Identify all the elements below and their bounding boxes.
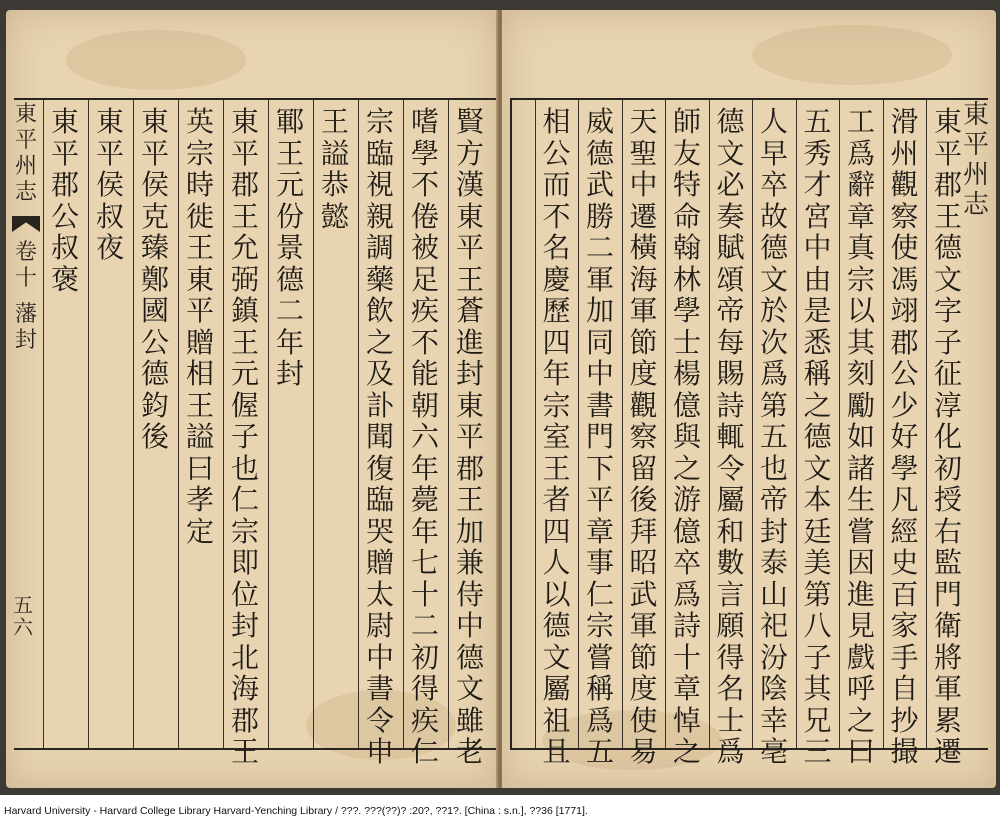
left-page (6, 10, 498, 788)
text-column: 工 爲 辭 章 真 宗 以 其 刻 勵 如 諸 生 嘗 因 進 見 戲 呼 之 曰 (846, 105, 875, 768)
section-marker: 藩 封 (14, 302, 37, 353)
book-margin-strip (12, 102, 40, 364)
column-rule (883, 100, 884, 748)
fishtail-mark (12, 216, 40, 232)
right-page (502, 10, 996, 788)
text-column: 東 平 郡 王 德 文 字 子 征 淳 化 初 授 右 監 門 衛 將 軍 累 遷 (933, 105, 962, 768)
text-column: 東 平 侯 叔 夜 (95, 105, 124, 264)
column-rule (43, 100, 44, 748)
column-rule (178, 100, 179, 748)
text-column: 滑 州 觀 察 使 馮 翊 郡 公 少 好 學 凡 經 史 百 家 手 自 抄 撮 (890, 105, 919, 768)
column-rule (88, 100, 89, 748)
right-page-frame (510, 98, 988, 768)
text-column: 東 平 侯 克 臻 鄭 國 公 德 鈞 後 (140, 105, 169, 453)
library-caption: Harvard University - Harvard College Library Harvard-Yenching Library / ???. ???(??)? :20?, ??1?. [China : s.n.], ??36 [1771]. (4, 805, 588, 817)
text-column: 東 平 郡 公 叔 褒 (50, 105, 79, 296)
column-rule (448, 100, 449, 748)
book-title-vertical: 東 平 州 志 (962, 100, 989, 220)
text-column: 英 宗 時 徙 王 東 平 贈 相 王 謚 曰 孝 定 (185, 105, 214, 548)
text-column: 嗜 學 不 倦 被 足 疾 不 能 朝 六 年 薨 年 七 十 二 初 得 疾 仁 (410, 105, 439, 768)
text-column: 鄆 王 元 份 景 德 二 年 封 (275, 105, 304, 390)
text-column: 東 平 郡 王 允 弼 鎮 王 元 偓 子 也 仁 宗 即 位 封 北 海 郡 王 (230, 105, 259, 768)
text-column: 德 文 必 奏 賦 頌 帝 每 賜 詩 輒 令 屬 和 數 言 願 得 名 士 爲 (716, 105, 745, 768)
text-column: 人 早 卒 故 德 文 於 次 爲 第 五 也 帝 封 泰 山 祀 汾 陰 幸 亳 (759, 105, 788, 768)
column-rule (358, 100, 359, 748)
column-rule (796, 100, 797, 748)
column-rule (535, 100, 536, 748)
column-rule (622, 100, 623, 748)
text-column: 威 德 武 勝 二 軍 加 同 中 書 門 下 平 章 事 仁 宗 嘗 稱 爲 五 (585, 105, 614, 768)
column-rule (133, 100, 134, 748)
folio-number: 五 六 (13, 593, 33, 639)
column-rule (268, 100, 269, 748)
column-rule (313, 100, 314, 748)
margin-book-title: 東 平 州 志 (14, 102, 37, 205)
column-rule (709, 100, 710, 748)
text-column: 宗 臨 視 親 調 藥 飲 之 及 訃 聞 復 臨 哭 贈 太 尉 中 書 令 申 (365, 105, 394, 768)
text-column: 天 聖 中 遷 橫 海 軍 節 度 觀 察 留 後 拜 昭 武 軍 節 度 使 易 (629, 105, 658, 768)
text-column: 五 秀 才 宮 中 由 是 悉 稱 之 德 文 本 廷 美 第 八 子 其 兄 三 (803, 105, 832, 768)
column-rule (752, 100, 753, 748)
left-page-frame (14, 98, 504, 768)
column-rule (578, 100, 579, 748)
text-column: 賢 方 漢 東 平 王 蒼 進 封 東 平 郡 王 加 兼 侍 中 德 文 雖 老 (455, 105, 484, 768)
column-rule (223, 100, 224, 748)
text-column: 師 友 特 命 翰 林 學 士 楊 億 與 之 游 億 卒 爲 詩 十 章 悼 之 (672, 105, 701, 768)
column-rule (926, 100, 927, 748)
volume-marker: 卷 十 (14, 240, 37, 291)
text-column: 王 謚 恭 懿 (320, 105, 349, 233)
text-column: 相 公 而 不 名 慶 歷 四 年 宗 室 王 者 四 人 以 德 文 屬 祖 且 (542, 105, 571, 768)
column-rule (403, 100, 404, 748)
column-rule (665, 100, 666, 748)
column-rule (839, 100, 840, 748)
